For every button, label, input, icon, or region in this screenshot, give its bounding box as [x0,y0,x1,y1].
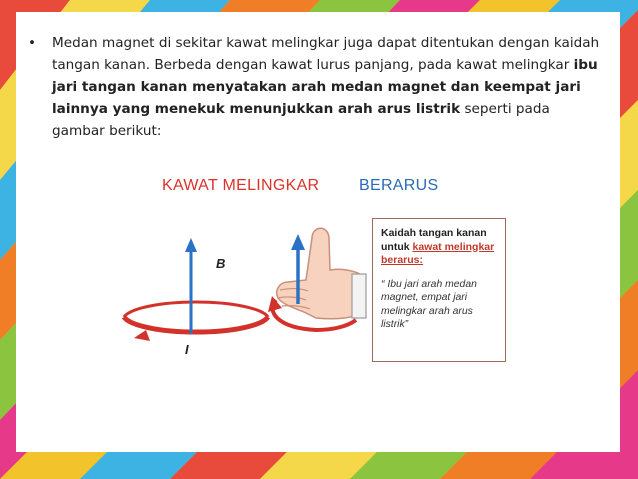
slide-panel [16,12,620,452]
caption-quote: “ Ibu jari arah medan magnet, empat jari melingkar arah arus listrik” [381,278,477,330]
figure-title-red: KAWAT MELINGKAR [162,177,320,194]
figure-drawing [16,12,620,452]
bullet-text-bold: ibu jari tangan kanan menyatakan arah medan magnet dan keempat jari lainnya yang menekuk menunjukkan arah arus listrik [52,57,598,117]
bullet-text-part2: seperti pada gambar berikut: [52,101,550,139]
caption-box [372,218,506,362]
figure-title-blue: BERARUS [359,177,439,194]
right-hand-icon [277,228,366,319]
bullet-text-part1: Medan magnet di sekitar kawat melingkar juga dapat ditentukan dengan kaidah tangan kanan. Berbeda dengan kawat lurus panjang, pada kawat melingkar [52,35,600,73]
caption-line2: kawat melingkar berarus: [381,240,495,266]
caption-heading [381,227,499,268]
bullet-marker: • [28,35,37,51]
caption-line1: Kaidah tangan kanan untuk [381,227,487,253]
magnetic-field-arrow [185,238,197,334]
label-i: I [185,342,189,357]
label-b: B [216,256,226,271]
right-hand-rule-figure [16,12,620,452]
current-loop-left [124,302,268,341]
current-arrow-head [134,330,150,341]
